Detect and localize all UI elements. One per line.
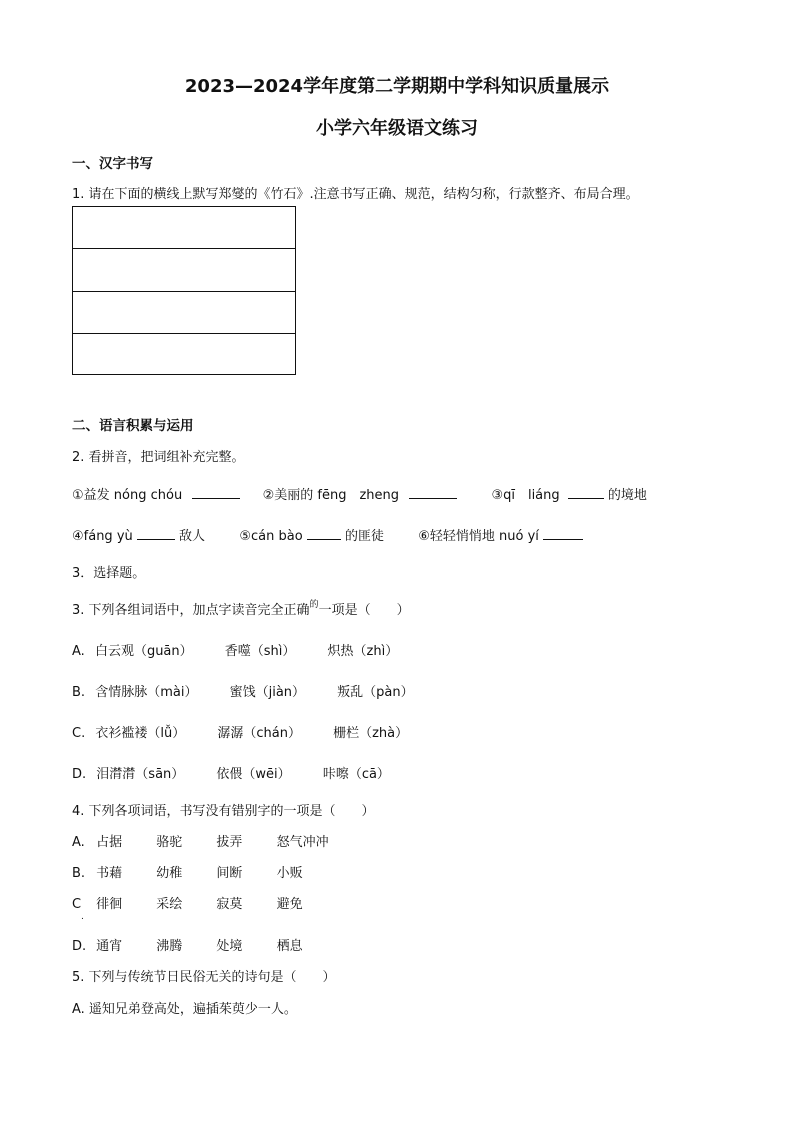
- q2-item-3: ③qī liáng: [491, 488, 560, 503]
- q4-option-d[interactable]: D. 通宵 沸腾 处境 栖息: [72, 939, 303, 954]
- q4-option-a[interactable]: A. 占据 骆驼 拔弄 怒气冲冲: [72, 835, 329, 850]
- q4-option-c[interactable]: C 徘徊 采绘 寂莫 避免: [72, 897, 303, 912]
- page-subtitle: 小学六年级语文练习: [316, 118, 478, 139]
- question-4: 4. 下列各项词语，书写没有错别字的一项是（ ）: [72, 804, 375, 819]
- q2-item-1: ①益发 nóng chóu: [72, 488, 183, 503]
- writing-line: [73, 291, 295, 292]
- question-2: 2. 看拼音，把词组补充完整。: [72, 450, 245, 465]
- q2-item-5-suffix: 的匪徒: [344, 529, 384, 544]
- q3-prompt: 3. 下列各组词语中，加点字读音完全正确: [72, 603, 310, 618]
- section-heading-1: 一、汉字书写: [72, 156, 153, 172]
- answer-blank[interactable]: [137, 525, 175, 540]
- q2-item-4: ④fáng yù: [72, 529, 133, 544]
- answer-blank[interactable]: [307, 525, 341, 540]
- question-3: [72, 599, 410, 618]
- section-heading-2: 二、语言积累与运用: [72, 418, 194, 434]
- q2-item-3-suffix: 的境地: [607, 488, 647, 503]
- q2-item-2: ②美丽的 fēng zheng: [262, 488, 400, 503]
- question-1: 1. 请在下面的横线上默写郑燮的《竹石》.注意书写正确、规范，结构匀称，行款整齐、布局合理。: [72, 187, 639, 202]
- q4-option-b[interactable]: B. 书藉 幼稚 间断 小贩: [72, 866, 303, 881]
- q3-option-d[interactable]: D. 泪潸潸（sān） 依偎（wēi） 咔嚓（cā）: [72, 767, 390, 782]
- q3-prompt-sup: 的: [309, 600, 319, 610]
- question-5: 5. 下列与传统节日民俗无关的诗句是（ ）: [72, 970, 336, 985]
- q2-row-2: [72, 525, 583, 544]
- q3-prompt-end: 一项是（ ）: [318, 603, 410, 618]
- answer-blank[interactable]: [409, 484, 457, 499]
- writing-line: [73, 333, 295, 334]
- q2-item-5: ⑤cán bào: [239, 529, 303, 544]
- answer-blank[interactable]: [543, 525, 583, 540]
- writing-grid[interactable]: [72, 206, 296, 375]
- q5-option-a[interactable]: A. 遥知兄弟登高处，遍插茱萸少一人。: [72, 1002, 297, 1017]
- q3-option-b[interactable]: B. 含情脉脉（mài） 蜜饯（jiàn） 叛乱（pàn）: [72, 685, 414, 700]
- answer-blank[interactable]: [568, 484, 604, 499]
- q3-option-c[interactable]: C. 衣衫褴褛（lǚ） 潺潺（chán） 栅栏（zhà）: [72, 726, 409, 741]
- q2-item-6: ⑥轻轻悄悄地 nuó yí: [418, 529, 539, 544]
- q2-item-4-suffix: 敌人: [179, 529, 206, 544]
- stray-dot: .: [81, 912, 84, 922]
- question-3-intro: 3．选择题。: [72, 566, 146, 581]
- q2-row-1: [72, 484, 647, 503]
- answer-blank[interactable]: [192, 484, 240, 499]
- writing-line: [73, 248, 295, 249]
- page-title: 2023—2024学年度第二学期期中学科知识质量展示: [184, 76, 610, 97]
- q3-option-a[interactable]: A. 白云观（guān） 香噬（shì） 炽热（zhì）: [72, 644, 399, 659]
